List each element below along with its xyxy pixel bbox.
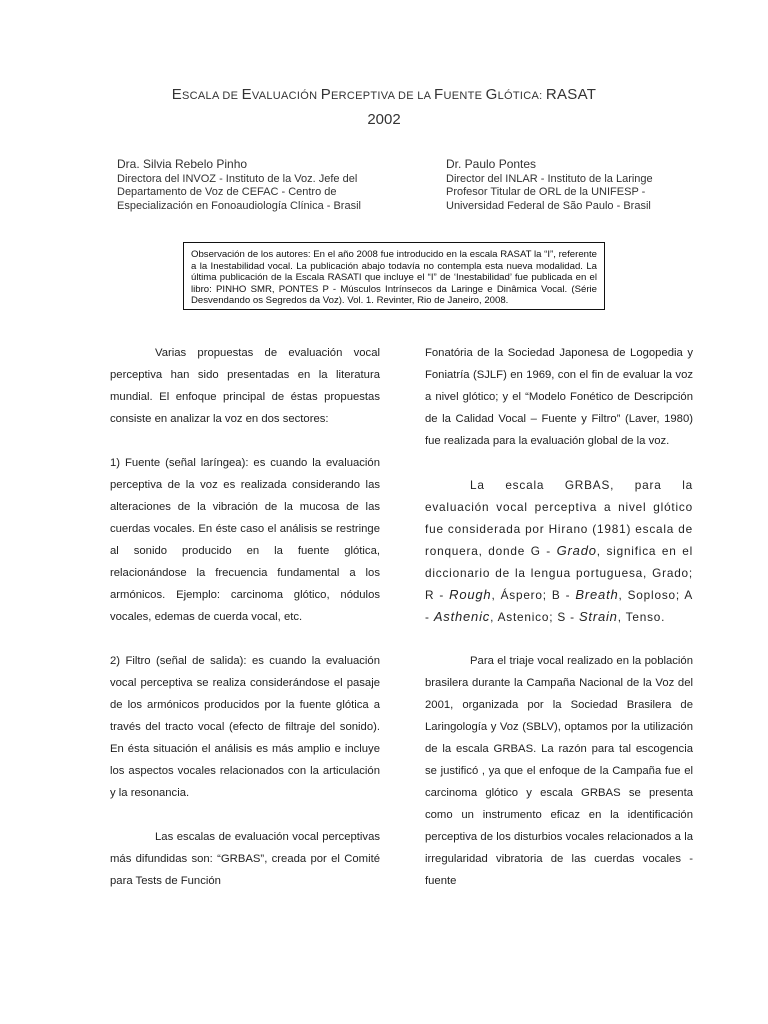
text-run: , Áspero; B - — [491, 588, 576, 602]
term-grado: Grado — [556, 543, 597, 558]
title-part: F — [434, 86, 444, 103]
paragraph: Las escalas de evaluación vocal perceptivas más difundidas son: “GRBAS”, creada por el Comité para Tests de Función — [110, 831, 380, 887]
term-breath: Breath — [575, 587, 619, 602]
paragraph: 2) Filtro (señal de salida): es cuando la evaluación vocal perceptiva se realiza considerándose el pasaje de los armónicos producidos por la fuente glótica a través del tracto vocal (efecto de filtraje del sonido). En ésta situación el análisis es más amplio e incluye los aspectos vocales relacionados con la articulación y la resonancia. — [110, 655, 380, 799]
title-part: P — [320, 86, 332, 103]
author-affiliation-line: Universidad Federal de São Paulo - Brasil — [446, 199, 651, 212]
text-run: , Soploso; A - — [425, 588, 694, 624]
document-year: 2002 — [367, 111, 401, 128]
title-part: G — [485, 86, 498, 103]
author-affiliation-line: Director del INLAR - Instituto de la Laringe — [446, 172, 653, 185]
author-affiliation-line: Departamento de Voz de CEFAC - Centro de — [117, 186, 337, 198]
text-run: La escala GRBAS, para la evaluación vocal perceptiva a nivel glótico fue considerada por Hirano (1981) escala de ronquera, donde G - — [425, 478, 693, 558]
author-block-pinho — [117, 158, 387, 213]
title-part: ERCEPTIVA DE LA — [331, 90, 435, 102]
left-column — [110, 342, 380, 892]
author-affiliation-line: Directora del INVOZ - Instituto de la Voz. Jefe del — [117, 172, 358, 185]
title-part: E — [171, 86, 183, 103]
term-asthenic: Asthenic — [433, 609, 491, 624]
author-affiliation-line: Profesor Titular de ORL de la UNIFESP - — [446, 186, 646, 198]
text-run: , Astenico; S - — [490, 610, 579, 624]
paragraph: Varias propuestas de evaluación vocal perceptiva han sido presentadas en la literatura mundial. El enfoque principal de éstas propuestas consiste en analizar la voz en dos sectores: — [110, 347, 380, 425]
title-part: SCALA DE — [182, 90, 242, 102]
author-block-pontes — [446, 158, 706, 213]
author-name: Dra. Silvia Rebelo Pinho — [117, 157, 248, 171]
paragraph: Para el triaje vocal realizado en la población brasilera durante la Campaña Nacional de la Voz del 2001, organizada por la Sociedad Brasilera de Laringología y Voz (SBLV), optamos por la utilización de la escala GRBAS. La razón para tal escogencia se justificó , ya que el enfoque de la Campaña fue el carcinoma glótico y escala GRBAS se presenta como un instrumento eficaz en la identificación perceptiva de los disturbios vocales relacionados a la irregularidad vibratoria de las cuerdas vocales - fuente — [425, 655, 693, 887]
paragraph: Fonatória de la Sociedad Japonesa de Logopedia y Foniatría (SJLF) en 1969, con el fin de evaluar la voz a nivel glótico; y el “Modelo Fonético de Descripción de la Calidad Vocal – Fuente y Filtro” (Laver, 1980) fue realizada para la evaluación global de la voz. — [425, 347, 693, 447]
right-column — [425, 342, 693, 892]
paragraph-grbas — [425, 474, 693, 628]
term-strain: Strain — [578, 609, 618, 624]
author-affiliation-line: Especialización en Fonoaudiología Clínica - Brasil — [117, 199, 361, 212]
term-rough: Rough — [449, 587, 492, 602]
title-part: LÓTICA: — [497, 90, 546, 102]
text-run: , Tenso. — [617, 610, 666, 624]
document-title — [0, 86, 768, 103]
paragraph: 1) Fuente (señal laríngea): es cuando la evaluación perceptiva de la voz es realizada considerando las alteraciones de la vibración de la mucosa de las cuerdas vocales. En éste caso el análisis se restringe al sonido producido en la fuente glótica, relacionándose la frecuencia fundamental a los armónicos. Ejemplo: carcinoma glótico, nódulos vocales, edemas de cuerda vocal, etc. — [110, 457, 380, 623]
title-part: E — [241, 86, 252, 103]
title-part: RASAT — [545, 86, 597, 103]
title-part: UENTE — [443, 90, 486, 102]
author-name: Dr. Paulo Pontes — [446, 157, 537, 171]
text-run: , significa en el diccionario de la lengua portuguesa, Grado; R - — [425, 544, 693, 602]
title-part: VALUACIÓN — [251, 90, 321, 102]
authors-note-box: Observación de los autores: En el año 2008 fue introducido en la escala RASAT la “I”, referente a la Inestabilidad vocal. La publicación abajo todavía no contempla esta nueva modalidad. La última publicación de la Escala RASATI que incluye el “I” de ‘Inestabilidad’ fue publicada en el libro: PINHO SMR, PONTES P - Músculos Intrínsecos da Laringe e Dinâmica Vocal. (Série Desvendando os Segredos da Voz). Vol. 1. Revinter, Rio de Janeiro, 2008. — [183, 242, 605, 310]
